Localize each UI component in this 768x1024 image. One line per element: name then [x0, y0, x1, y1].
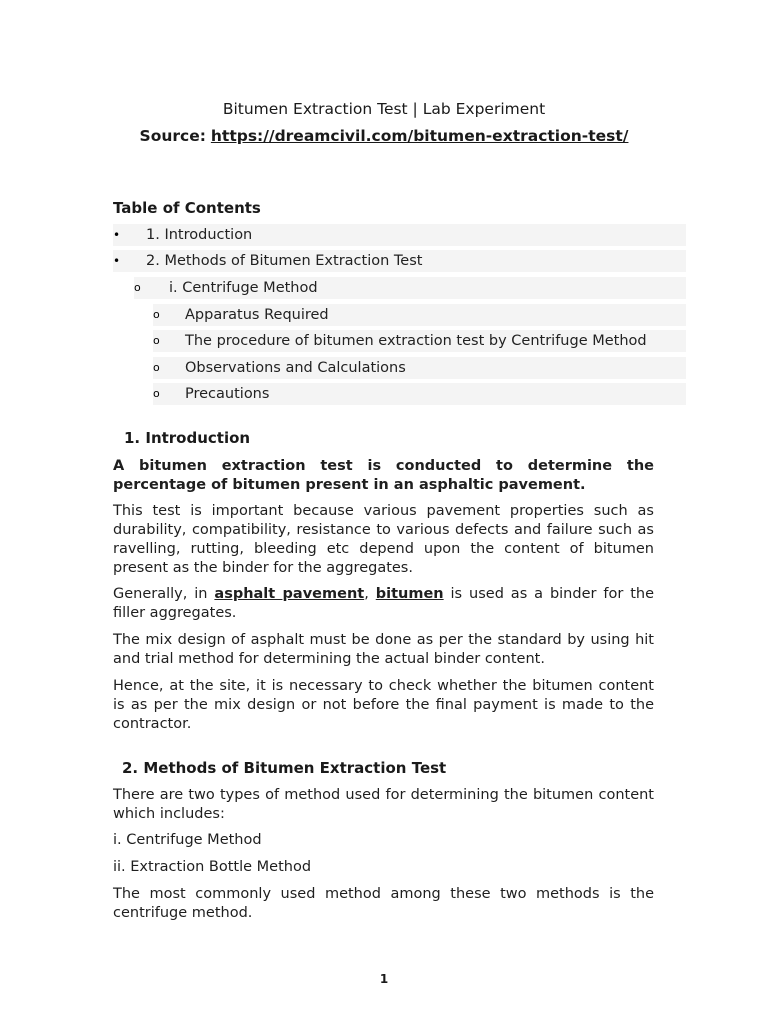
toc-item-label: i. Centrifuge Method [169, 280, 318, 296]
text: is used as a binder for the filler aggregates. [113, 586, 655, 621]
bitumen-link[interactable]: bitumen [375, 586, 444, 602]
section-heading-methods: 2. Methods of Bitumen Extraction Test [122, 759, 447, 777]
toc-item-procedure[interactable] [153, 330, 686, 352]
toc-item-observations[interactable] [153, 357, 686, 379]
section-heading-introduction: 1. Introduction [124, 429, 251, 447]
toc-item-apparatus[interactable] [153, 304, 686, 326]
toc-heading: Table of Contents [113, 199, 261, 217]
intro-paragraph-1: This test is important because various pavement properties such as durability, compatibility, resistance to various defects and failure such as ravelling, rutting, bleeding etc depend upon the content of bitumen present as the binder for the aggregates. [113, 503, 654, 576]
document-source [0, 127, 768, 145]
toc-item-methods[interactable] [113, 250, 686, 272]
asphalt-pavement-link[interactable]: asphalt pavement [214, 586, 365, 602]
text: , [364, 586, 376, 602]
page-number: 1 [379, 972, 389, 986]
toc-item-label: The procedure of bitumen extraction test by Centrifuge Method [185, 333, 647, 349]
bullet-circle: o [153, 361, 160, 374]
bullet-disc: • [113, 228, 121, 242]
bullet-circle: o [153, 308, 160, 321]
intro-lead-paragraph: A bitumen extraction test is conducted to determine the percentage of bitumen present in an asphaltic pavement. [113, 458, 654, 493]
toc-item-precautions[interactable] [153, 383, 686, 405]
toc-item-label: Precautions [185, 386, 270, 402]
intro-paragraph-3: The mix design of asphalt must be done as per the standard by using hit and trial method for determining the actual binder content. [113, 632, 654, 667]
toc-item-introduction[interactable] [113, 224, 686, 246]
intro-paragraph-4: Hence, at the site, it is necessary to check whether the bitumen content is as per the mix design or not before the final payment is made to the contractor. [113, 678, 654, 732]
source-link[interactable]: https://dreamcivil.com/bitumen-extraction-test/ [210, 127, 629, 145]
methods-paragraph-1: There are two types of method used for determining the bitumen content which includes: [113, 787, 654, 822]
text: Generally, in [113, 586, 215, 602]
bullet-circle: o [153, 334, 160, 347]
bullet-circle: o [134, 281, 141, 294]
intro-paragraph-2 [113, 585, 654, 623]
toc-item-label: Observations and Calculations [185, 360, 406, 376]
bullet-disc: • [113, 254, 121, 268]
methods-paragraph-2: The most commonly used method among these two methods is the centrifuge method. [113, 886, 654, 921]
document-title: Bitumen Extraction Test | Lab Experiment [222, 100, 546, 118]
method-item-centrifuge: i. Centrifuge Method [113, 832, 262, 848]
toc-item-centrifuge[interactable] [134, 277, 686, 299]
toc-item-label: 1. Introduction [146, 227, 253, 243]
toc-item-label: Apparatus Required [185, 307, 329, 323]
bullet-circle: o [153, 387, 160, 400]
method-item-extraction-bottle: ii. Extraction Bottle Method [113, 859, 312, 875]
toc-item-label: 2. Methods of Bitumen Extraction Test [146, 253, 423, 269]
source-label: Source: [139, 127, 206, 145]
